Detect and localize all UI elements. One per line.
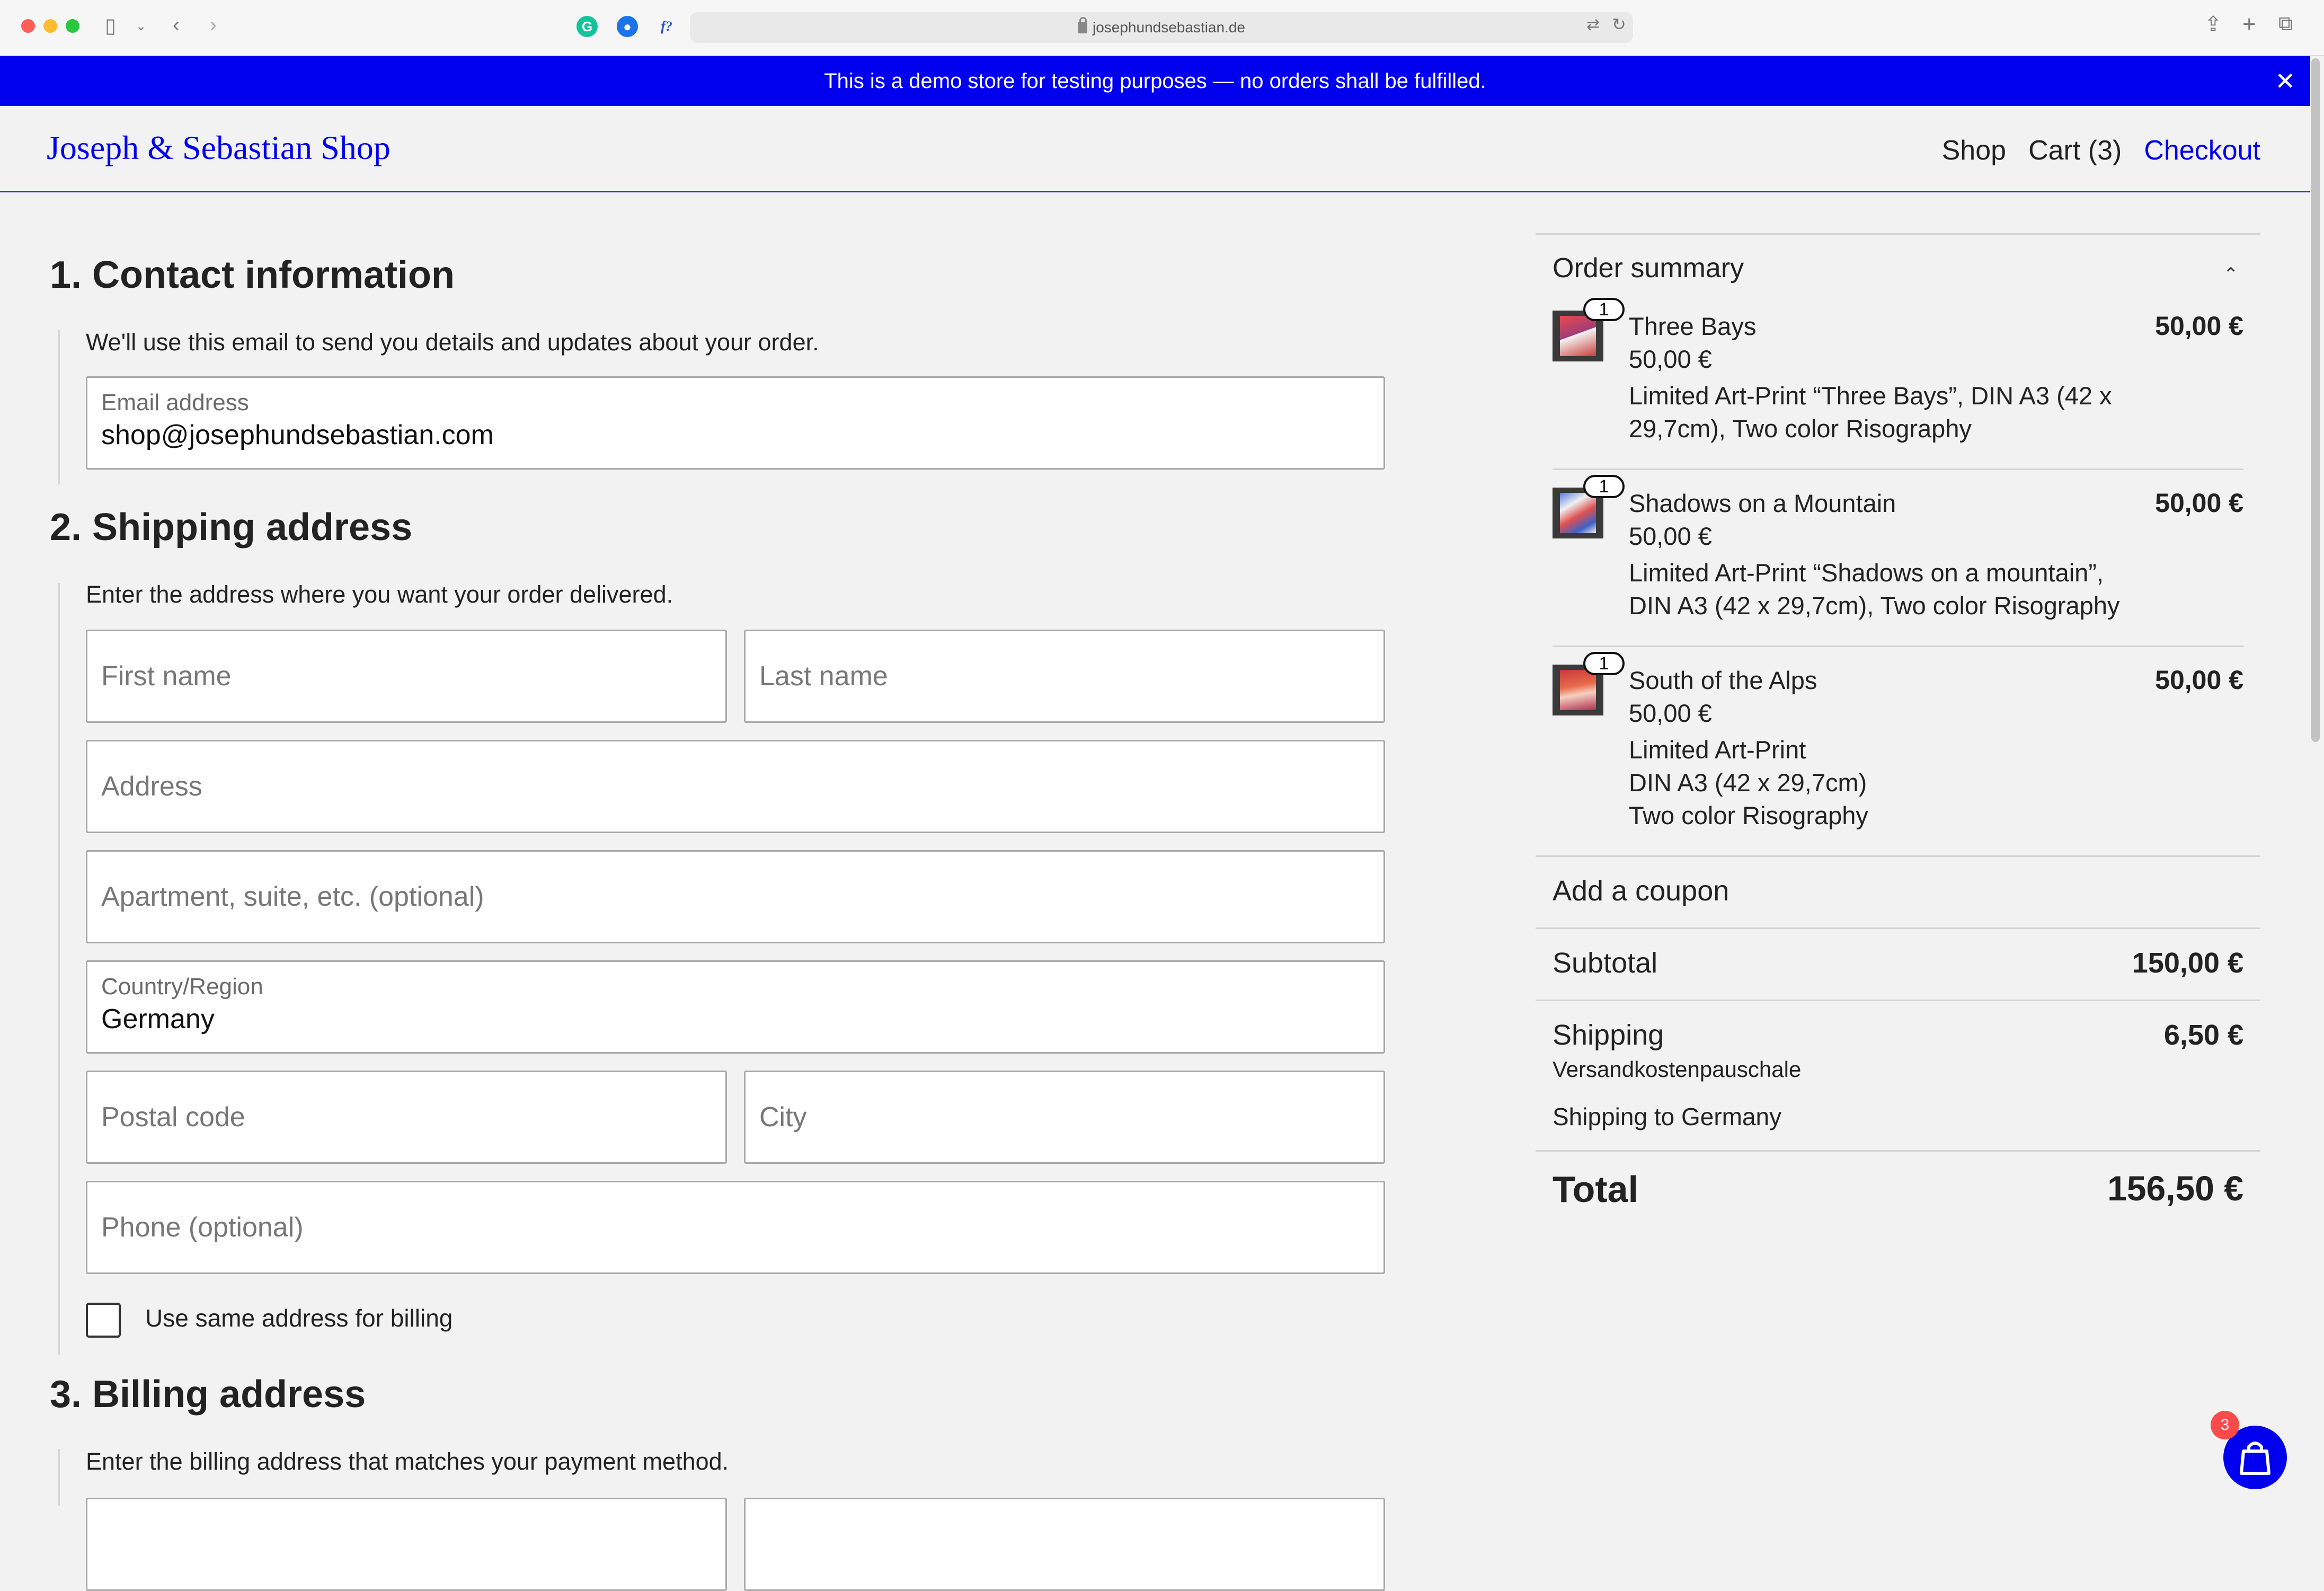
chevron-up-icon[interactable]: ⌃: [2223, 264, 2239, 285]
item-description: Limited Art-Print “Three Bays”, DIN A3 (42 x 29,7cm), Two color Risography: [1629, 382, 2112, 443]
close-window-button[interactable]: [21, 19, 35, 33]
total-value: 156,50 €: [2107, 1169, 2243, 1208]
url-text: josephundsebastian.de: [1092, 19, 1245, 36]
phone-placeholder: Phone (optional): [101, 1212, 304, 1243]
section-divider: [58, 1449, 60, 1506]
address-bar[interactable]: [690, 12, 1633, 43]
item-divider: [1553, 469, 2243, 470]
nav-shop[interactable]: Shop: [1941, 135, 2007, 166]
item-name: Shadows on a Mountain: [1629, 489, 1896, 517]
extension-icon[interactable]: ●: [617, 16, 638, 37]
main-nav: [1942, 135, 2260, 166]
subtotal-value: 150,00 €: [2132, 947, 2243, 979]
item-description: Limited Art-Print “Shadows on a mountain”, DIN A3 (42 x 29,7cm), Two color Risography: [1629, 559, 2120, 620]
shipping-section-title: 2. Shipping address: [50, 506, 413, 549]
item-unit-price: 50,00 €: [1629, 345, 1712, 373]
item-name: South of the Alps: [1629, 666, 1817, 694]
sidebar-icon[interactable]: ▯: [105, 15, 116, 37]
billing-section-title: 3. Billing address: [50, 1373, 366, 1416]
lock-icon: [1078, 22, 1087, 33]
first-name-placeholder: First name: [101, 661, 232, 692]
item-unit-price: 50,00 €: [1629, 522, 1712, 550]
country-label: Country/Region: [101, 974, 263, 1000]
forward-icon[interactable]: ›: [210, 14, 217, 36]
share-icon[interactable]: ⇪: [2204, 13, 2222, 36]
item-total: 50,00 €: [2155, 665, 2243, 695]
back-icon[interactable]: ‹: [173, 14, 180, 36]
city-placeholder: City: [759, 1102, 807, 1133]
billing-first-name-input[interactable]: [86, 1498, 727, 1591]
postal-code-input[interactable]: [86, 1071, 727, 1164]
billing-last-name-input[interactable]: [744, 1498, 1385, 1591]
shipping-description: Enter the address where you want your order delivered.: [86, 581, 673, 608]
summary-divider: [1536, 855, 2260, 857]
scrollbar-thumb[interactable]: [2311, 58, 2320, 742]
phone-input[interactable]: [86, 1181, 1385, 1274]
postal-code-placeholder: Postal code: [101, 1102, 245, 1133]
contact-description: We'll use this email to send you details and updates about your order.: [86, 329, 819, 356]
summary-divider: [1536, 1150, 2260, 1152]
shipping-method: Versandkostenpauschale: [1553, 1057, 1802, 1082]
email-field[interactable]: [86, 376, 1385, 470]
address-input[interactable]: [86, 740, 1385, 833]
chevron-down-icon[interactable]: ⌄: [136, 19, 147, 33]
translate-icon[interactable]: ⇄: [1586, 16, 1600, 33]
quantity-badge: 1: [1583, 475, 1625, 498]
quantity-badge: 1: [1583, 652, 1625, 675]
site-logo[interactable]: Joseph & Sebastian Shop: [47, 129, 391, 166]
item-description: Limited Art-Print DIN A3 (42 x 29,7cm) Two color Risography: [1629, 736, 1868, 829]
minimize-window-button[interactable]: [43, 19, 57, 33]
item-total: 50,00 €: [2155, 488, 2243, 518]
banner-text: This is a demo store for testing purposes — no orders shall be fulfilled.: [824, 69, 1486, 93]
nav-checkout[interactable]: Checkout: [2144, 135, 2260, 166]
quantity-badge: 1: [1583, 298, 1625, 321]
summary-divider: [1536, 927, 2260, 929]
apartment-placeholder: Apartment, suite, etc. (optional): [101, 881, 484, 912]
shipping-value: 6,50 €: [2163, 1019, 2243, 1051]
add-coupon-link[interactable]: Add a coupon: [1553, 875, 1729, 907]
last-name-placeholder: Last name: [759, 661, 888, 692]
total-label: Total: [1553, 1169, 1639, 1210]
email-value: shop@josephundsebastian.com: [101, 420, 494, 450]
site-header: [0, 106, 2310, 192]
shipping-destination: Shipping to Germany: [1553, 1103, 1782, 1130]
nav-cart[interactable]: Cart (3): [2028, 135, 2122, 166]
section-divider: [58, 330, 60, 484]
reload-icon[interactable]: ↻: [1612, 15, 1626, 34]
browser-toolbar: [0, 0, 2324, 56]
shipping-label: Shipping: [1553, 1019, 1664, 1051]
apartment-input[interactable]: [86, 850, 1385, 943]
last-name-input[interactable]: [744, 630, 1385, 723]
demo-store-banner: [0, 56, 2310, 106]
city-input[interactable]: [744, 1071, 1385, 1164]
order-summary-title[interactable]: Order summary: [1553, 253, 1744, 284]
zoom-window-button[interactable]: [66, 19, 79, 33]
same-billing-label[interactable]: Use same address for billing: [145, 1304, 453, 1332]
font-extension-icon[interactable]: f?: [661, 19, 672, 34]
section-divider: [58, 583, 60, 1355]
contact-section-title: 1. Contact information: [50, 254, 455, 296]
tab-overview-icon[interactable]: ⧉: [2278, 13, 2293, 35]
email-label: Email address: [101, 390, 249, 416]
summary-divider: [1536, 1000, 2260, 1001]
item-name: Three Bays: [1629, 312, 1757, 340]
same-billing-checkbox[interactable]: [86, 1303, 121, 1338]
item-total: 50,00 €: [2155, 311, 2243, 341]
billing-description: Enter the billing address that matches your payment method.: [86, 1448, 729, 1475]
first-name-input[interactable]: [86, 630, 727, 723]
subtotal-label: Subtotal: [1553, 947, 1658, 979]
summary-top-divider: [1536, 233, 2260, 235]
new-tab-icon[interactable]: +: [2242, 11, 2256, 37]
address-placeholder: Address: [101, 771, 202, 802]
country-value: Germany: [101, 1004, 215, 1035]
grammarly-extension-icon[interactable]: G: [576, 16, 598, 37]
country-select[interactable]: [86, 960, 1385, 1054]
item-unit-price: 50,00 €: [1629, 699, 1712, 727]
close-icon[interactable]: ✕: [2275, 67, 2295, 95]
item-divider: [1553, 646, 2243, 647]
cart-count-badge: 3: [2211, 1411, 2239, 1439]
